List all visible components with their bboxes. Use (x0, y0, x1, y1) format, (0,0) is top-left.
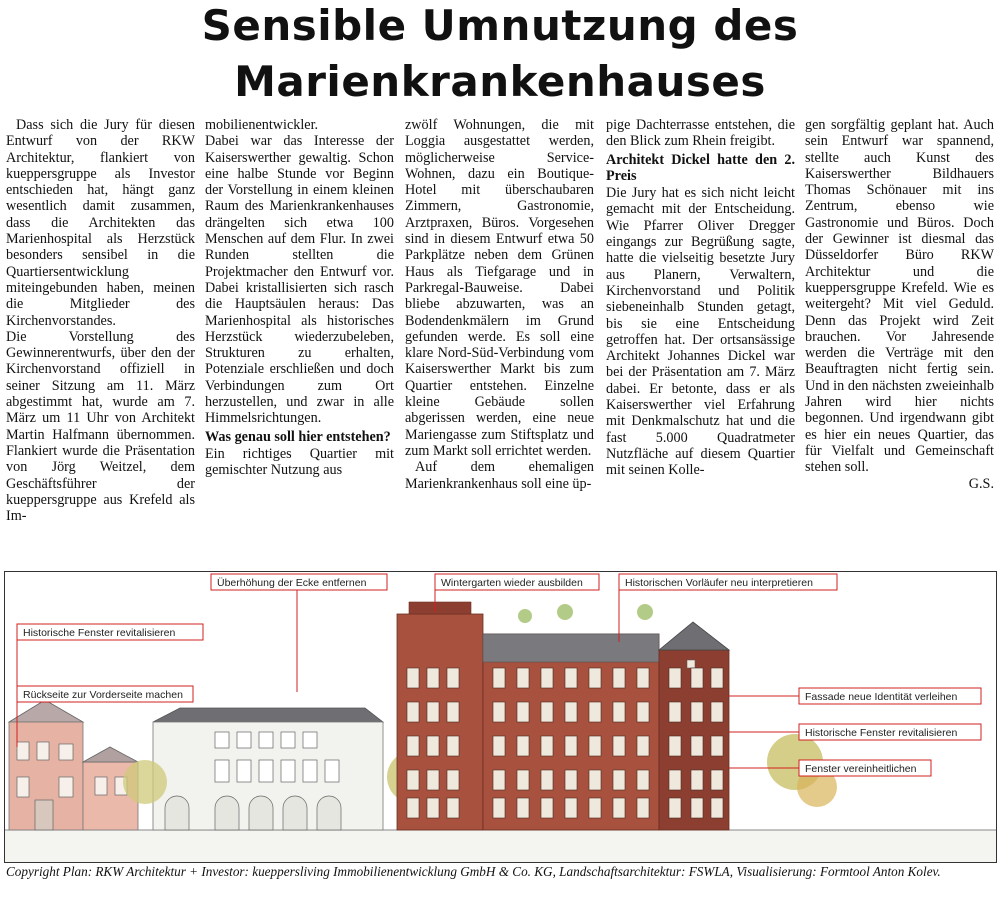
paragraph-continued: pige Dachterrasse entstehen, die den Blick zum Rhein freigibt. (606, 117, 795, 150)
building-window (637, 736, 649, 756)
building-window (565, 702, 577, 722)
label-fenster-rechts (729, 724, 981, 740)
facade-drawing (5, 572, 996, 862)
paragraph: Dass sich die Jury für diesen Entwurf von der RKW Architektur, flankiert von kueppersgruppe als Investor entschieden hat, hängt ganz wesentlich damit zusammen, dass die Architekten das Marienhospital als Herzstück besonders sensibel in die Quartiersentwicklung miteingebunden haben, meinen die Mitglieder des Kirchenvorstandes. (6, 117, 195, 329)
building-window (613, 770, 625, 790)
pink-house (9, 700, 138, 830)
building-window (691, 798, 703, 818)
label-text: Historische Fenster revitalisieren (23, 627, 176, 639)
building-window (447, 668, 459, 688)
building-window (493, 668, 505, 688)
building-window (447, 736, 459, 756)
building-window (517, 702, 529, 722)
label-ecke (211, 574, 387, 692)
building-window (517, 668, 529, 688)
paragraph-continued: zwölf Wohnungen, die mit Loggia ausgestattet werden, möglicherweise Service-Wohnen, dazu ein Boutique-Hotel mit überschaubaren Zimmern, Gastronomie, Arztpraxen, Büros. Vorgesehen sind in diesem Entwurf etwa 50 Parkplätze neben dem Grünen Haus als Tiefgarage und in Parkregal-Bauweise. Dabei bliebe abzuwarten, was an Bodendenkmälern im Grund gefunden werde. Es soll eine klare Nord-Süd-Verbindung vom Kaiserswerther Markt bis zum Quartier entstehen. Einzelne kleine Gebäude sollen abgerissen werden, eine neue Mariengasse zum Stiftsplatz und zum Markt soll errichtet werden. (405, 117, 594, 459)
building-window (427, 770, 439, 790)
building-window (669, 770, 681, 790)
label-text: Fassade neue Identität verleihen (805, 691, 958, 703)
building-window (565, 668, 577, 688)
building-window (565, 798, 577, 818)
article-column-1 (6, 117, 195, 565)
building-window (613, 668, 625, 688)
label-vereinheitlichen (729, 760, 931, 776)
headline-line-2: Marienkrankenhauses (234, 57, 766, 106)
ground (5, 830, 996, 862)
building-window (427, 702, 439, 722)
building-window (517, 736, 529, 756)
subheading: Architekt Dickel hatte den 2. Preis (606, 151, 795, 184)
building-window (669, 736, 681, 756)
building-window (613, 798, 625, 818)
paragraph: Dabei war das Interesse der Kaiserswerther gewaltig. Schon eine halbe Stunde vor Beginn der Vorstellung in einem kleinen Raum des Marienkrankenhauses drängelten sich etwa 100 Menschen auf dem Flur. In zwei Runden stellten die Projektmacher den Entwurf vor. Dabei kristallisierten sich rasch die Hauptsäulen heraus: Das Marienhospital als historisches Herzstück wiederzubeleben, Strukturen zu erhalten, Potenziale erschließen und doch Verbindungen zum Ort herzustellen, und zwar in alle Himmelsrichtungen. (205, 133, 394, 427)
building-window (711, 798, 723, 818)
architecture-plan-illustration (4, 571, 997, 863)
paragraph-continued: mobilienentwickler. (205, 117, 319, 133)
building-window (711, 736, 723, 756)
building-window (407, 668, 419, 688)
building-window (427, 736, 439, 756)
label-text: Überhöhung der Ecke entfernen (217, 577, 367, 589)
building-window (407, 798, 419, 818)
label-text: Historische Fenster revitalisieren (805, 727, 958, 739)
building-window (541, 702, 553, 722)
building-window (493, 770, 505, 790)
label-text: Wintergarten wieder ausbilden (441, 577, 583, 589)
building-window (669, 798, 681, 818)
building-window (691, 736, 703, 756)
white-house (153, 708, 383, 830)
building-window (613, 702, 625, 722)
paragraph-continued: gen sorgfältig geplant hat. Auch sein Entwurf war spannend, stellte auch Kunst des Kaiserswerther Bildhauers Thomas Schönauer mit ins Zentrum, ebenso wie Gastronomie und Büros. Doch der Gewinner ist diesmal das Düsseldorfer Büro RKW Architektur und die kueppersgruppe Krefeld. Wie es weitergeht? Mit viel Geduld. Denn das Projekt wird Zeit brauchen. Vor Jahresende werden die Verträge mit den Beauftragten nicht fertig sein. Und in den nächsten zweieinhalb Jahren wird hier nichts begonnen. Und irgendwann gibt es hier ein neues Quartier, das für Vielfalt und Gemeinschaft stehen soll. (805, 117, 994, 476)
building-window (637, 798, 649, 818)
article-column-5 (805, 117, 994, 565)
building-window (447, 770, 459, 790)
headline-line-1: Sensible Umnutzung des (201, 1, 799, 50)
building-window (447, 702, 459, 722)
subheading: Was genau soll hier entstehen? (205, 428, 391, 445)
author-signature: G.S. (968, 475, 994, 492)
building-window (407, 702, 419, 722)
building-window (565, 736, 577, 756)
building-window (447, 798, 459, 818)
building-window (517, 798, 529, 818)
building-window (541, 736, 553, 756)
building-window (589, 668, 601, 688)
building-window (589, 736, 601, 756)
article-column-3 (405, 117, 594, 565)
label-text: Fenster vereinheitlichen (805, 763, 917, 775)
building-window (637, 668, 649, 688)
building-window (407, 770, 419, 790)
building-window (637, 770, 649, 790)
building-window (541, 770, 553, 790)
building-window (691, 668, 703, 688)
building-window (427, 798, 439, 818)
building-window (541, 798, 553, 818)
building-window (691, 702, 703, 722)
building-window (565, 770, 577, 790)
paragraph: Ein richtiges Quartier mit gemischter Nutzung aus (205, 445, 394, 479)
building-window (669, 668, 681, 688)
building-window (691, 770, 703, 790)
building-window (711, 702, 723, 722)
roof-plant (557, 604, 573, 620)
building-window (711, 770, 723, 790)
tree (123, 760, 167, 804)
article-column-2 (205, 117, 394, 565)
article-column-4 (606, 117, 795, 565)
roof-plant (637, 604, 653, 620)
building-window (669, 702, 681, 722)
building-window (493, 702, 505, 722)
building-window (407, 736, 419, 756)
label-fassade (729, 688, 981, 704)
paragraph: Auf dem ehemaligen Marienkrankenhaus soll eine üp- (405, 459, 594, 492)
roof-plant (518, 609, 532, 623)
building-window (541, 668, 553, 688)
building-window (613, 736, 625, 756)
building-window (637, 702, 649, 722)
building-window (493, 798, 505, 818)
building-window (589, 798, 601, 818)
building-window (517, 770, 529, 790)
paragraph: Die Jury hat es sich nicht leicht gemacht mit der Entscheidung. Wie Pfarrer Oliver Dregger eingangs zur Begrüßung sagte, hatte die vielseitig besetzte Jury aus Planern, Verwaltern, Kirchenvorstand und Politik siebeneinhalb Stunden getagt, bis sie eine Entscheidung getroffen hat. Der ortsansässige Architekt Johannes Dickel war bei der Präsentation am 7. März dabei. Er betonte, dass er als Kaiserswerther viel Erfahrung mit Denkmalschutz hat und die fast 5.000 Quadratmeter Nutzfläche auf diesem Quartier mit seinen Kolle- (606, 185, 795, 479)
building-window (427, 668, 439, 688)
image-caption: Copyright Plan: RKW Architektur + Investor: kueppersliving Immobilienentwicklung GmbH & Co. KG, Landschaftsarchitektur: FSWLA, Visualisierung: Formtool Anton Kolev. (6, 864, 941, 879)
building-window (493, 736, 505, 756)
building-window (711, 668, 723, 688)
building-window (589, 770, 601, 790)
label-text: Historischen Vorläufer neu interpretieren (625, 577, 813, 589)
building-window (589, 702, 601, 722)
paragraph: Die Vorstellung des Gewinnerentwurfs, über den der Kirchenvorstand offiziell in seiner Sitzung am 11. März abgestimmt hat, wurde am 7. März um 11 Uhr von Architekt Martin Halfmann übernommen. Flankiert wurde die Präsentation von Jörg Weitzel, dem Geschäftsführer der kueppersgruppe aus Krefeld als Im- (6, 328, 195, 525)
label-text: Rückseite zur Vorderseite machen (23, 689, 183, 701)
